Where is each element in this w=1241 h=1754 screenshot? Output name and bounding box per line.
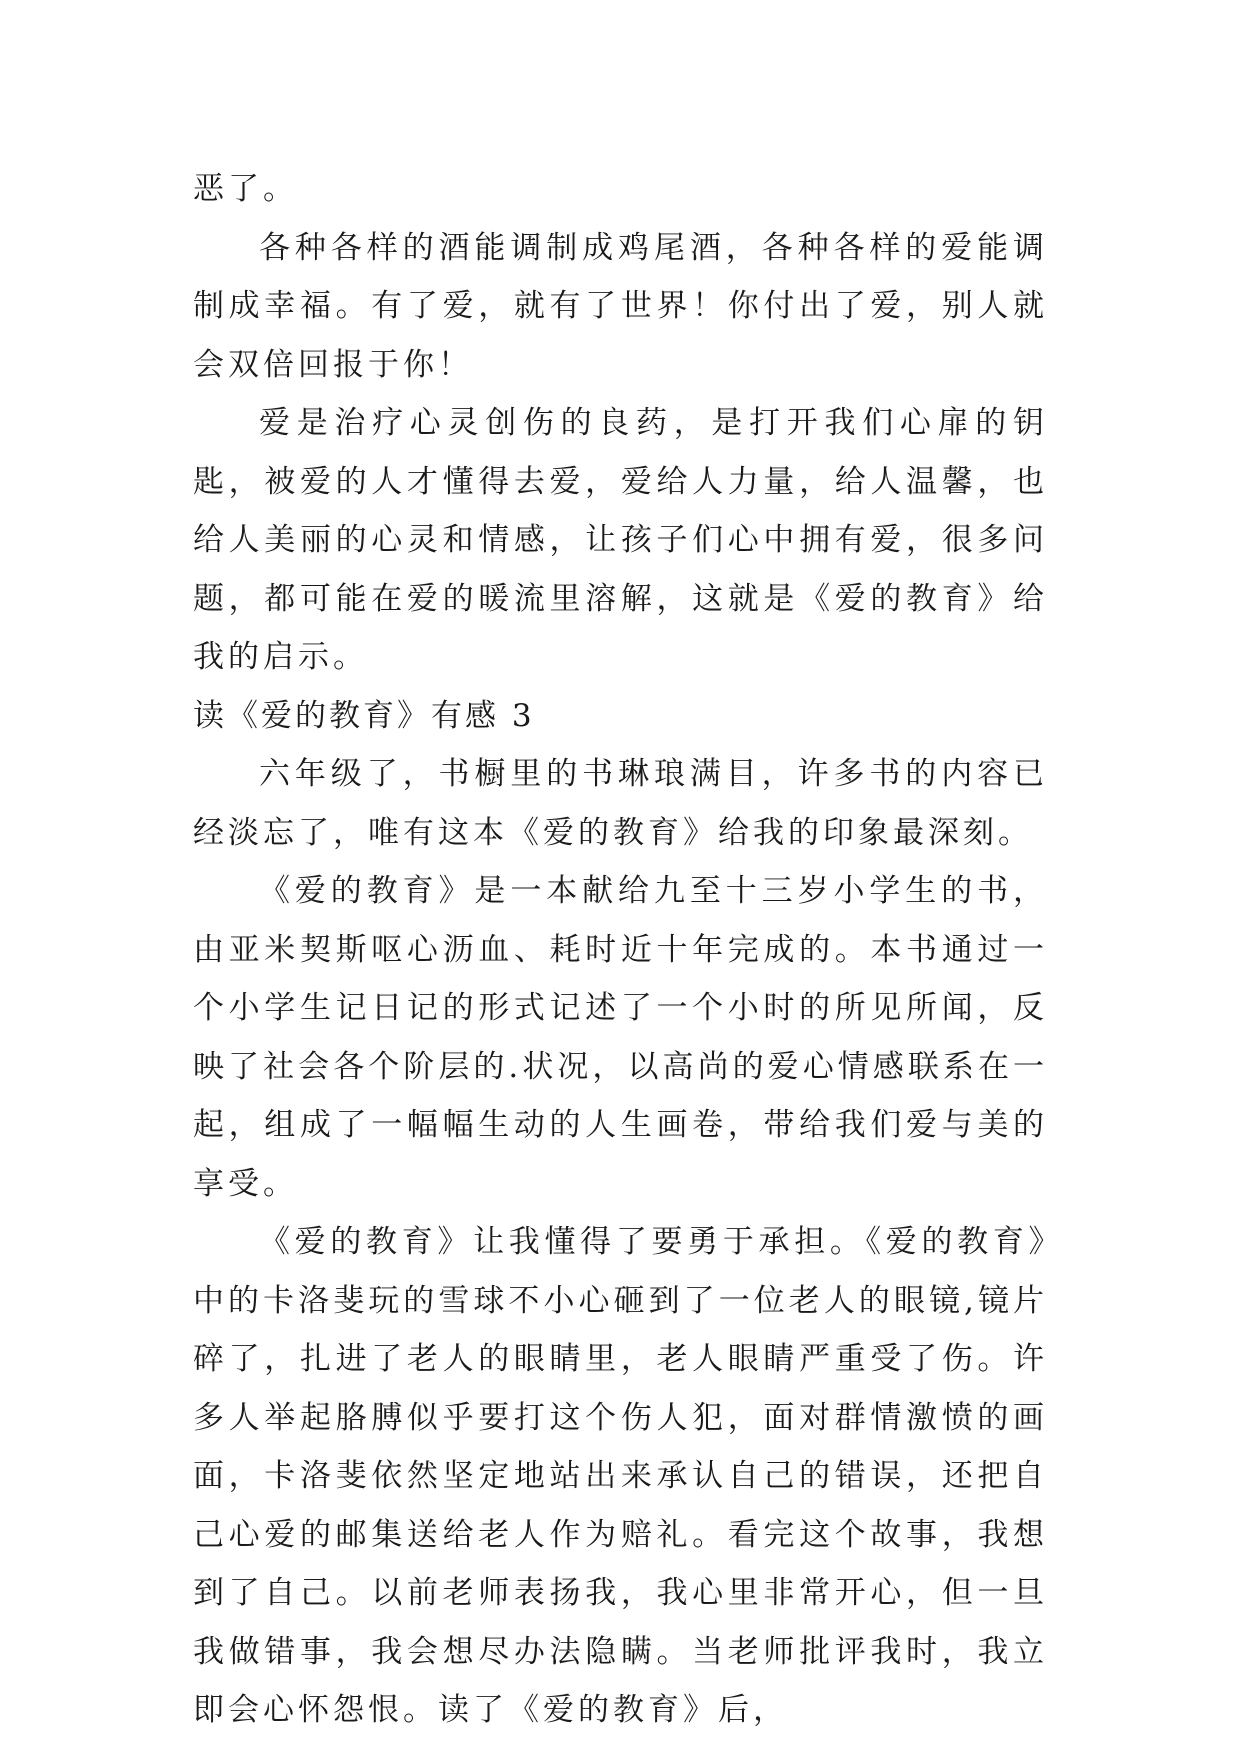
- document-body: [193, 160, 1048, 1740]
- paragraph-continuation: 恶了。: [193, 171, 298, 207]
- paragraph-courage: 《爱的教育》让我懂得了要勇于承担。《爱的教育》中的卡洛斐玩的雪球不小心砸到了一位老人的眼镜,镜片碎了，扎进了老人的眼睛里，老人眼睛严重受了伤。许多人举起胳膊似乎要打这个伤人犯，面对群情激愤的画面，卡洛斐依然坚定地站出来承认自己的错误，还把自己心爱的邮集送给老人作为赔礼。看完这个故事，我想到了自己。以前老师表扬我，我心里非常开心，但一旦我做错事，我会想尽办法隐瞒。当老师批评我时，我立即会心怀怨恨。读了《爱的教育》后，: [193, 1224, 1048, 1728]
- paragraph-sixth-grade: 六年级了，书橱里的书琳琅满目，许多书的内容已经淡忘了，唯有这本《爱的教育》给我的印象最深刻。: [193, 756, 1048, 851]
- paragraph-love-medicine: 爱是治疗心灵创伤的良药，是打开我们心扉的钥匙，被爱的人才懂得去爱，爱给人力量，给人温馨，也给人美丽的心灵和情感，让孩子们心中拥有爱，很多问题，都可能在爱的暖流里溶解，这就是《爱的教育》给我的启示。: [193, 405, 1048, 675]
- section-heading: 读《爱的教育》有感 3: [193, 697, 535, 734]
- paragraph-book-intro: 《爱的教育》是一本献给九至十三岁小学生的书，由亚米契斯呕心沥血、耗时近十年完成的。本书通过一个小学生记日记的形式记述了一个小时的所见所闻，反映了社会各个阶层的.状况，以高尚的爱心情感联系在一起，组成了一幅幅生动的人生画卷，带给我们爱与美的享受。: [193, 873, 1048, 1202]
- paragraph-cocktail-happiness: 各种各样的酒能调制成鸡尾酒，各种各样的爱能调制成幸福。有了爱，就有了世界！你付出了爱，别人就会双倍回报于你！: [193, 229, 1048, 383]
